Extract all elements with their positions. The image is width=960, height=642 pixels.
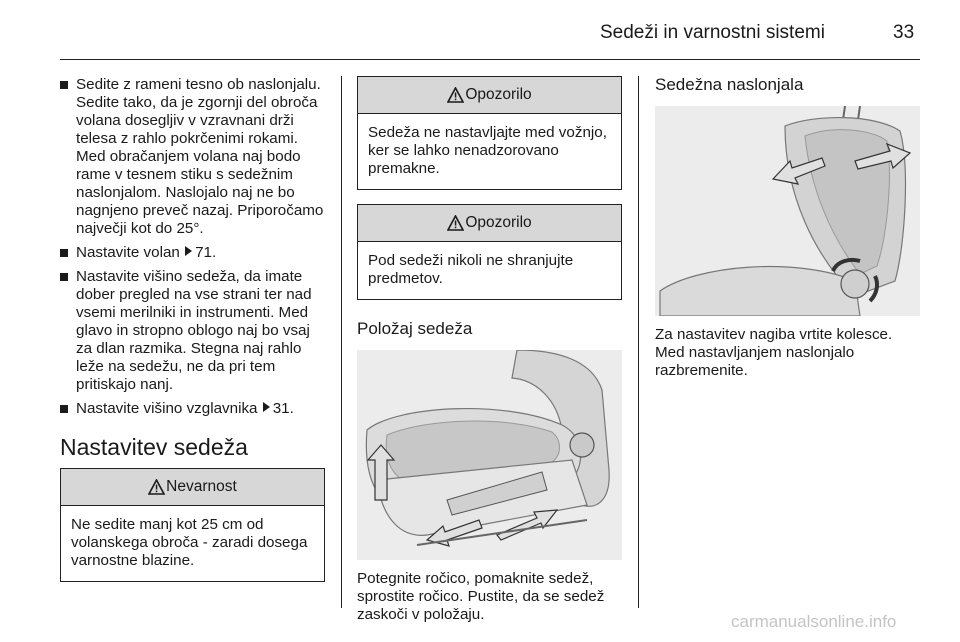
bullet-icon [60, 81, 68, 89]
warning-box-text: Pod sedeži nikoli ne shranjujte predmetov. [368, 252, 574, 287]
seat-position-illustration [357, 350, 622, 560]
page-reference-arrow-icon [185, 246, 192, 256]
list-item-text: Sedite z rameni tesno ob naslonjalu. Sedite tako, da je zgornji del obroča volana dosegljiv v vzravnani drži telesa z rahlo pokrčenimi rokami. Med obračanjem volana naj bodo rame v tesnem stiku s sedežnim naslonjalom. Naslojalo naj ne bo nagnjeno preveč nazaj. Priporočamo največji kot do 25°. [76, 76, 324, 237]
list-item-text: Nastavite višino vzglavnika [76, 400, 258, 417]
page-reference-link[interactable]: 31. [272, 400, 294, 417]
column-3 [655, 76, 920, 380]
page-header-title: Sedeži in varnostni sistemi [600, 22, 825, 43]
bullet-icon [60, 249, 68, 257]
column-2 [357, 76, 622, 624]
watermark-text: carmanualsonline.info [731, 612, 897, 631]
column-divider-2 [638, 76, 639, 608]
list-item-text: Nastavite volan [76, 244, 180, 261]
danger-box [60, 468, 325, 582]
subsection-title: Sedežna naslonjala [655, 75, 804, 94]
column-1 [60, 76, 325, 596]
list-item [60, 400, 325, 418]
header-rule [60, 59, 920, 60]
warning-box [357, 204, 622, 300]
danger-box-heading [61, 469, 324, 506]
figure-caption: Potegnite ročico, pomaknite sedež, sprostite ročico. Pustite, da se sedež zaskoči v položaju. [357, 570, 605, 623]
page-reference-link[interactable]: 71. [195, 244, 217, 261]
backrest-recline-illustration [655, 106, 920, 316]
warning-box-heading-text: Opozorilo [465, 86, 532, 103]
bullet-icon [60, 273, 68, 281]
page-reference-arrow-icon [263, 402, 270, 412]
warning-box-text: Sedeža ne nastavljajte med vožnjo, ker se lahko nenadzorovano premakne. [368, 124, 607, 177]
warning-triangle-icon [447, 215, 464, 231]
seat-lever-illustration [357, 350, 622, 560]
warning-triangle-icon [447, 87, 464, 103]
warning-box [357, 76, 622, 190]
warning-box-heading [358, 205, 621, 242]
figure-caption: Za nastavitev nagiba vrtite kolesce. Med nastavljanjem naslonjalo razbremenite. [655, 326, 893, 379]
page-number: 33 [893, 22, 915, 43]
backrest-illustration [655, 106, 920, 316]
bullet-icon [60, 405, 68, 413]
danger-box-heading-text: Nevarnost [166, 478, 237, 495]
list-item-text: Nastavite višino sedeža, da imate dober pregled na vse strani ter nad vsemi merilniki in instrumenti. Med glavo in stropno oblogo naj bo vsaj za dlan razmika. Stegna naj rahlo leže na sedežu, ne da pri tem pritiskajo nanj. [76, 268, 312, 393]
instruction-list [60, 76, 325, 418]
subsection-title: Položaj sedeža [357, 319, 473, 338]
list-item [60, 76, 325, 238]
warning-box-heading [358, 77, 621, 114]
warning-triangle-icon [148, 479, 165, 495]
column-divider-1 [341, 76, 342, 608]
list-item [60, 268, 325, 394]
section-title: Nastavitev sedeža [60, 434, 248, 460]
list-item [60, 244, 325, 262]
danger-box-text: Ne sedite manj kot 25 cm od volanskega obroča - zaradi dosega varnostne blazine. [71, 516, 308, 569]
warning-box-heading-text: Opozorilo [465, 214, 532, 231]
